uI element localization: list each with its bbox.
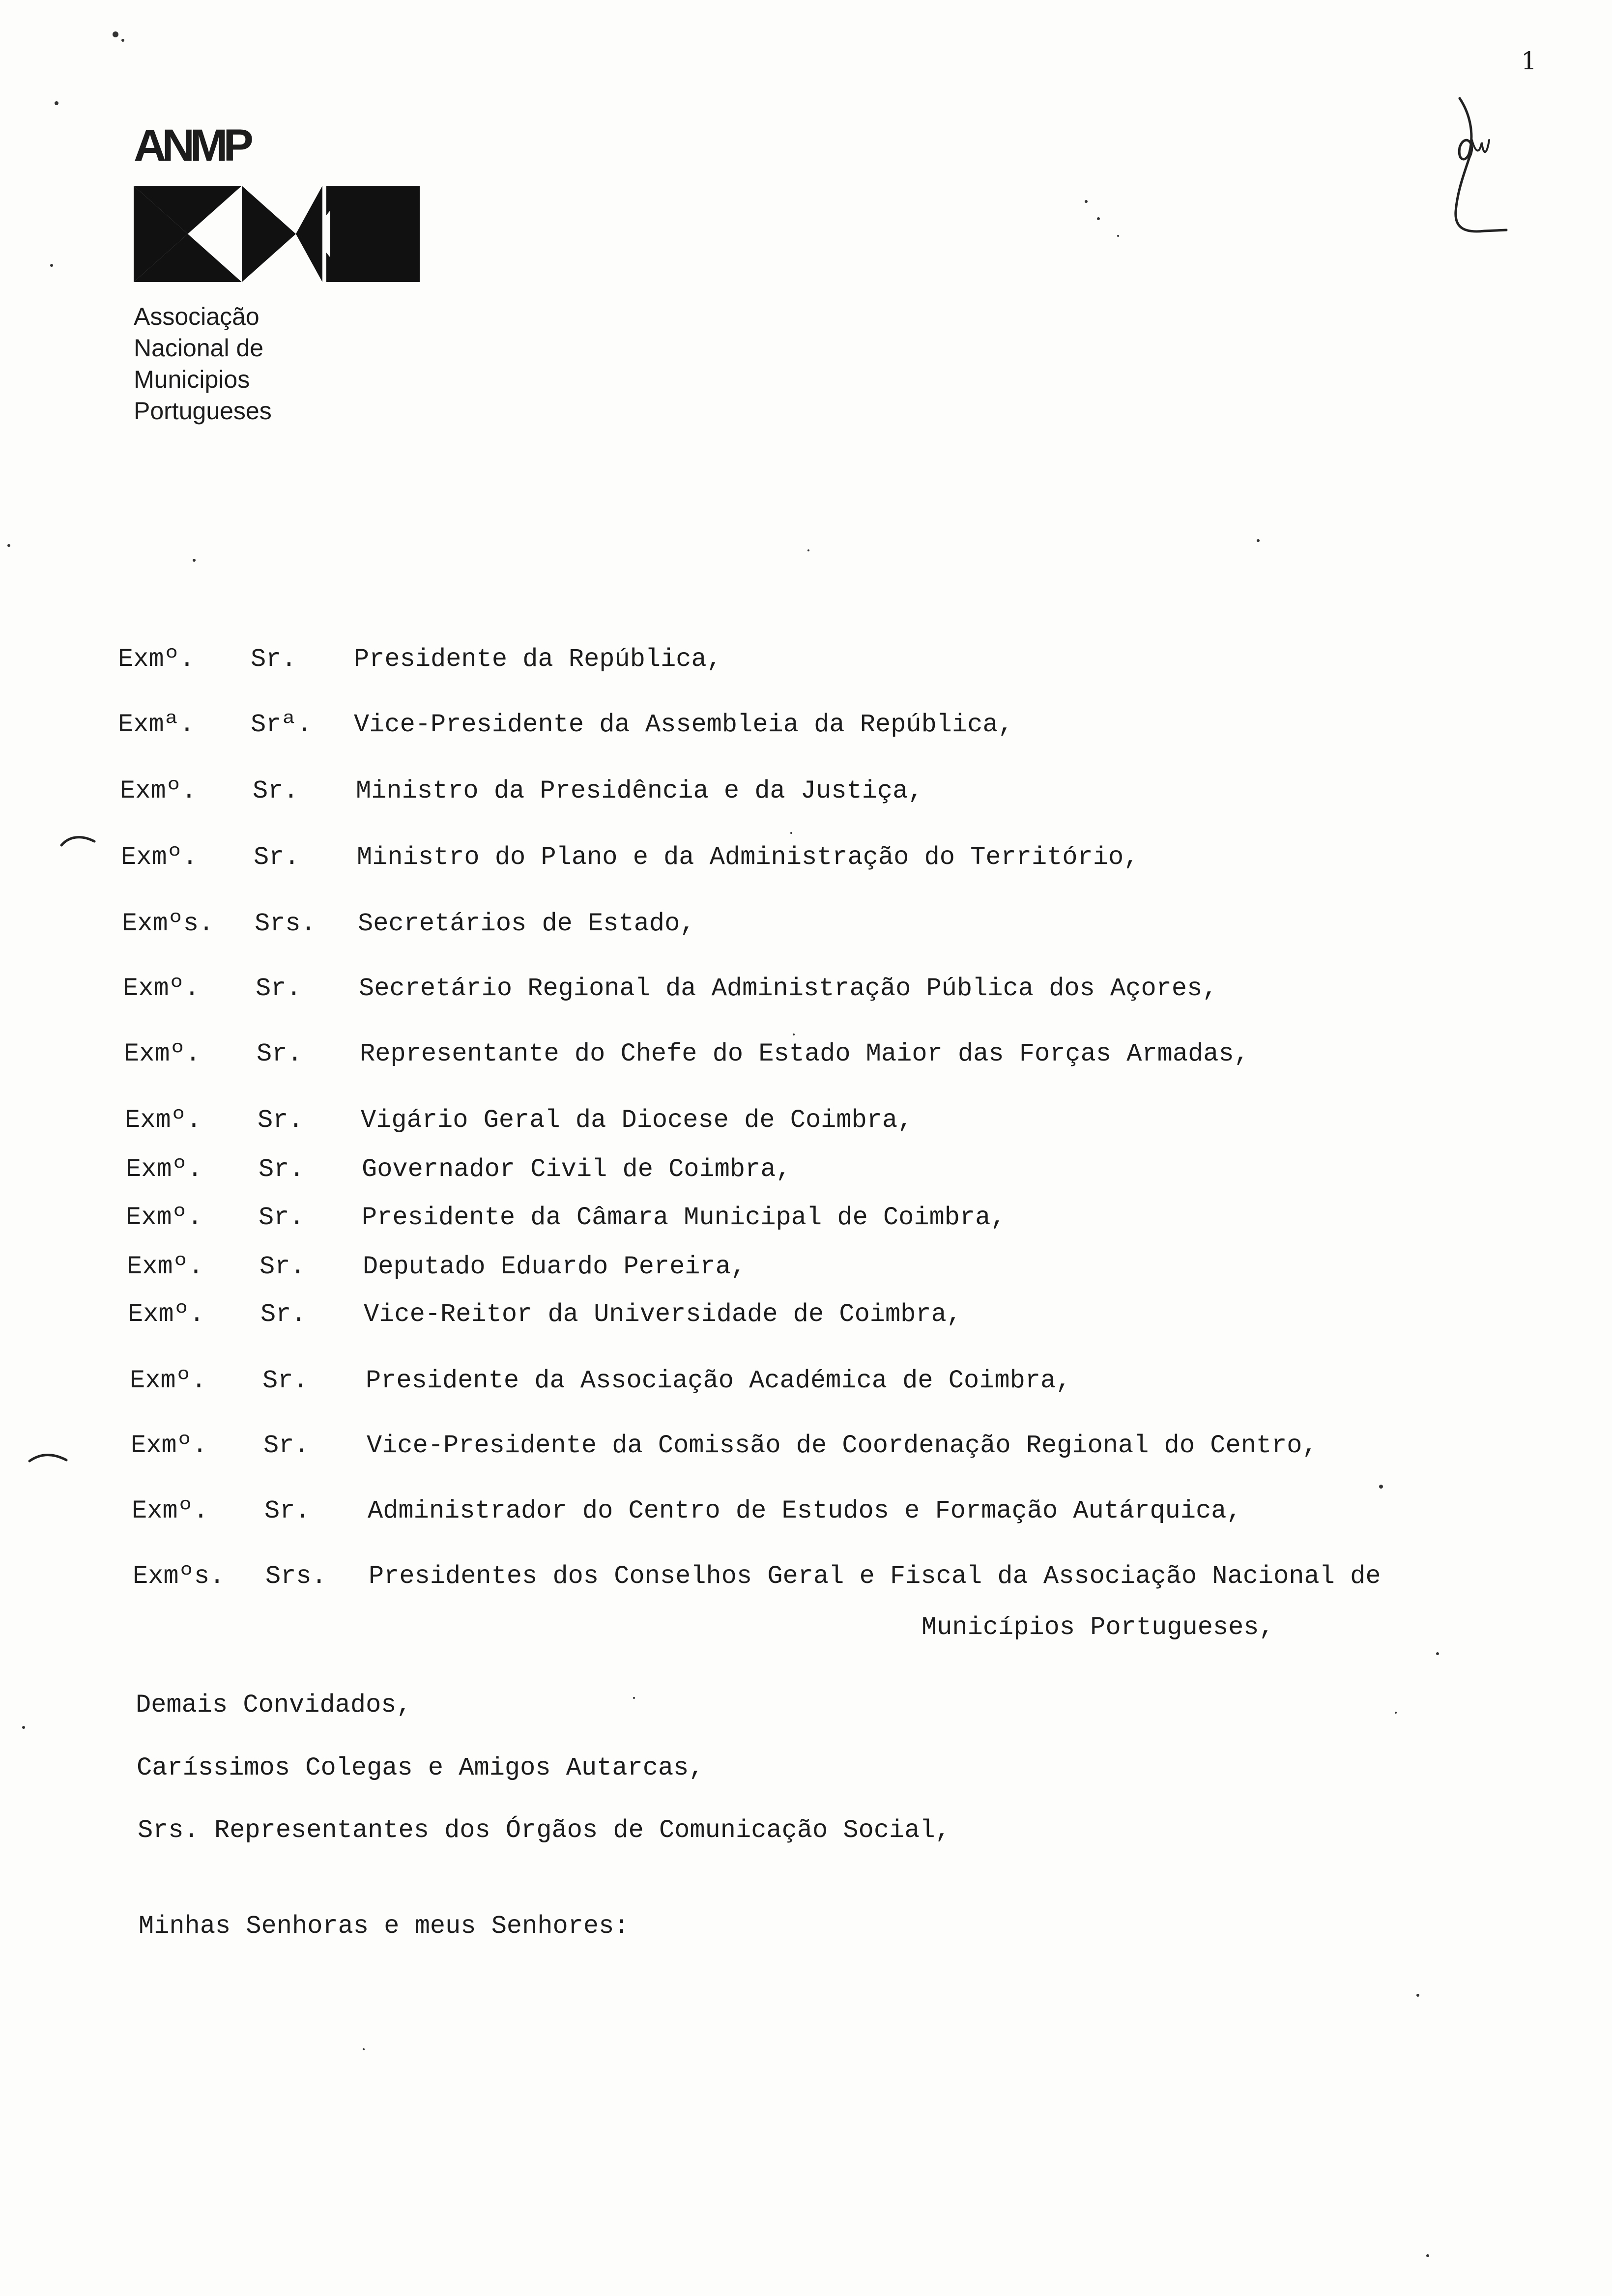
addressee-name: Ministro do Plano e da Administração do Território, [357,843,1139,872]
addressee-title: Exmºs. [122,909,214,938]
addressee-form: Srª. [251,710,312,739]
addressee-title: Exmº. [121,843,198,872]
addressee-form: Sr. [259,1252,306,1281]
logo-abbreviation: ANMP [134,120,249,171]
addressee-name: Vice-Reitor da Universidade de Coimbra, [364,1300,962,1329]
addressee-form: Sr. [262,1366,309,1395]
addressee-title: Exmº. [120,776,197,805]
org-name-line-3: Municipios [134,366,250,393]
addressee-form: Sr. [254,843,300,872]
addressee-title: Exmª. [118,710,195,739]
addressee-form: Sr. [251,645,297,674]
addressee-title: Exmº. [127,1252,204,1281]
addressee-form: Sr. [256,974,302,1003]
addressee-name: Secretários de Estado, [358,909,695,938]
addressee-name: Vigário Geral da Diocese de Coimbra, [361,1106,913,1135]
addressee-form: Sr. [264,1496,311,1525]
addressee-title: Exmº. [132,1496,209,1525]
greeting-line: Minhas Senhoras e meus Senhores: [139,1912,630,1941]
addressee-title: Exmº. [123,974,200,1003]
addressee-form: Sr. [257,1039,303,1068]
addressee-name: Presidente da República, [354,645,722,674]
addressee-name: Vice-Presidente da Comissão de Coordenação Regional do Centro, [367,1431,1318,1460]
addressee-form: Sr. [259,1203,305,1232]
addressee-title: Exmº. [126,1203,203,1232]
greeting-line: Caríssimos Colegas e Amigos Autarcas, [137,1753,704,1782]
addressee-title: Exmº. [130,1366,207,1395]
addressee-title: Exmº. [124,1039,201,1068]
addressee-form: Sr. [260,1300,307,1329]
org-name-line-1: Associação [134,303,259,330]
addressee-name: Ministro da Presidência e da Justiça, [356,776,923,805]
addressee-name: Presidente da Associação Académica de Coimbra, [366,1366,1071,1395]
addressee-name: Secretário Regional da Administração Pública dos Açores, [359,974,1218,1003]
addressee-title: Exmºs. [133,1562,225,1591]
addressee-form: Srs. [265,1562,327,1591]
addressee-title: Exmº. [118,645,195,674]
addressee-name: Administrador do Centro de Estudos e Formação Autárquica, [368,1496,1242,1525]
addressee-name: Deputado Eduardo Pereira, [363,1252,747,1281]
addressee-name: Vice-Presidente da Assembleia da República, [354,710,1013,739]
org-name-line-4: Portugueses [134,397,272,425]
addressee-form: Sr. [258,1106,304,1135]
org-name-line-2: Nacional de [134,334,264,362]
addressee-name: Presidente da Câmara Municipal de Coimbra, [362,1203,1006,1232]
addressee-name: Presidentes dos Conselhos Geral e Fiscal da Associação Nacional de [369,1562,1381,1591]
addressee-form: Sr. [253,776,299,805]
addressee-title: Exmº. [131,1431,208,1460]
greeting-line: Demais Convidados, [136,1691,412,1720]
addressee-form: Sr. [259,1155,305,1184]
page-number: 1 [1521,47,1537,75]
addressee-form: Srs. [255,909,316,938]
addressee-form: Sr. [263,1431,310,1460]
addressee-title: Exmº. [126,1155,203,1184]
addressee-title: Exmº. [125,1106,202,1135]
addressee-name: Representante do Chefe do Estado Maior das Forças Armadas, [360,1039,1249,1068]
addressee-name: Governador Civil de Coimbra, [362,1155,791,1184]
addressee-continuation: Municípios Portugueses, [921,1613,1274,1642]
greeting-line: Srs. Representantes dos Órgãos de Comunicação Social, [138,1816,950,1845]
addressee-title: Exmº. [128,1300,205,1329]
